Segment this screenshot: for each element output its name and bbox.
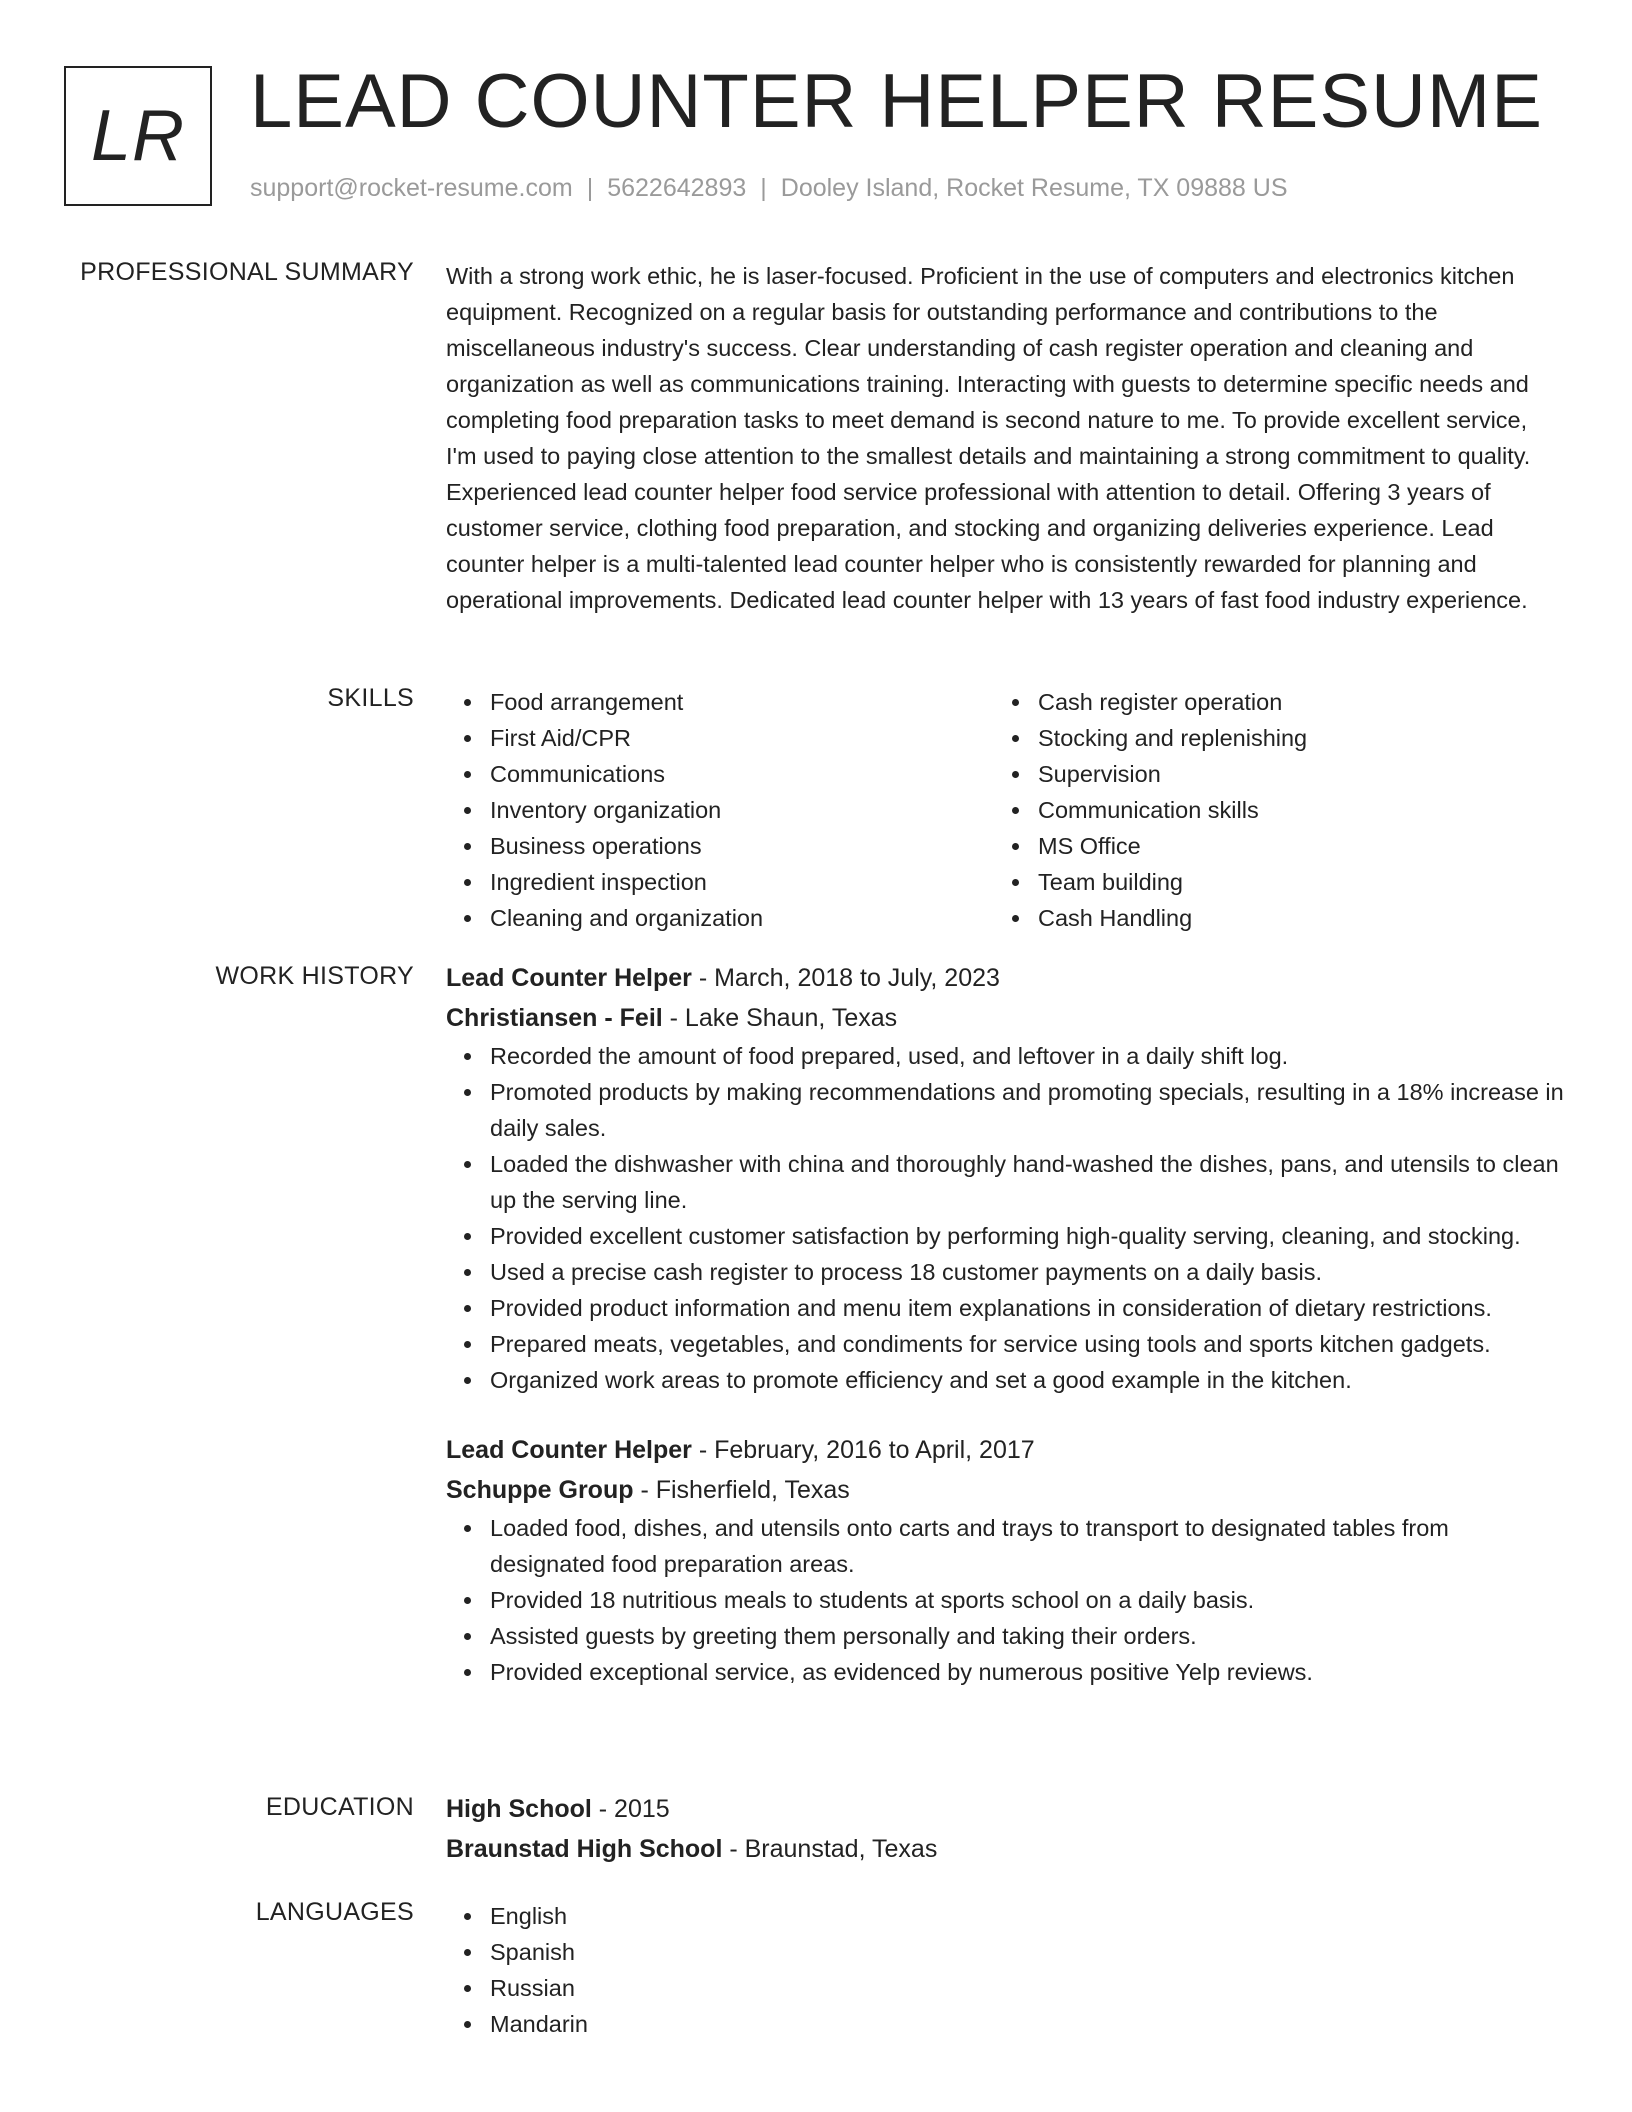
skill-item: First Aid/CPR	[490, 720, 994, 756]
skill-item: Cash register operation	[1038, 684, 1542, 720]
contact-separator: |	[760, 174, 767, 202]
contact-separator: |	[586, 174, 594, 202]
summary-body	[446, 258, 1564, 618]
job-duty: Loaded food, dishes, and utensils onto carts and trays to transport to designated tables from designated food preparation areas.	[490, 1510, 1564, 1582]
skill-item: Stocking and replenishing	[1038, 720, 1542, 756]
job-company-line	[446, 1470, 1564, 1510]
job-duty: Provided product information and menu item explanations in consideration of dietary restrictions.	[490, 1290, 1564, 1326]
skill-item: Cash Handling	[1038, 900, 1542, 936]
job-duty: Used a precise cash register to process 18 customer payments on a daily basis.	[490, 1254, 1564, 1290]
job-entry	[446, 1430, 1564, 1690]
job-duty: Provided 18 nutritious meals to students at sports school on a daily basis.	[490, 1582, 1564, 1618]
job-title-line	[446, 1430, 1564, 1470]
job-title: Lead Counter Helper	[446, 1436, 692, 1464]
languages-body	[446, 1898, 1564, 2042]
job-dates: - February, 2016 to April, 2017	[691, 1436, 1035, 1464]
contact-line	[250, 174, 1288, 203]
job-duty: Provided excellent customer satisfaction by performing high-quality serving, cleaning, and stocking.	[490, 1218, 1564, 1254]
summary-heading: PROFESSIONAL SUMMARY	[80, 258, 414, 286]
job-entry	[446, 958, 1564, 1398]
education-year: - 2015	[591, 1795, 670, 1823]
job-dates: - March, 2018 to July, 2023	[691, 964, 1000, 992]
summary-text: With a strong work ethic, he is laser-focused. Proficient in the use of computers and electronics kitchen equipment. Recognized on a regular basis for outstanding performance and contributions to the miscellaneous industry's success. Clear understanding of cash register operation and cleaning and organization as well as communications training. Interacting with guests to determine specific needs and completing food preparation tasks to meet demand is second nature to me. To provide excellent service, I'm used to paying close attention to the smallest details and maintaining a strong commitment to quality. Experienced lead counter helper food service professional with attention to detail. Offering 3 years of customer service, clothing food preparation, and stocking and organizing deliveries experience. Lead counter helper is a multi-talented lead counter helper who is consistently rewarded for planning and operational improvements. Dedicated lead counter helper with 13 years of fast food industry experience.	[446, 263, 1531, 613]
job-duty: Provided exceptional service, as evidenced by numerous positive Yelp reviews.	[490, 1654, 1564, 1690]
contact-address: Dooley Island, Rocket Resume, TX 09888 US	[780, 174, 1288, 202]
job-title-line	[446, 958, 1564, 998]
education-degree: High School	[446, 1795, 592, 1823]
job-duty: Assisted guests by greeting them personally and taking their orders.	[490, 1618, 1564, 1654]
language-item: Russian	[490, 1970, 1564, 2006]
education-heading: EDUCATION	[265, 1793, 414, 1821]
skill-item: Cleaning and organization	[490, 900, 994, 936]
skills-column-left	[446, 684, 994, 936]
skill-item: Communication skills	[1038, 792, 1542, 828]
job-location: - Lake Shaun, Texas	[662, 1004, 898, 1032]
job-company-line	[446, 998, 1564, 1038]
monogram-logo: LR	[64, 66, 212, 206]
skill-item: Business operations	[490, 828, 994, 864]
languages-heading: LANGUAGES	[255, 1898, 414, 1926]
education-body	[446, 1789, 1564, 1869]
resume-title: LEAD COUNTER HELPER RESUME	[250, 59, 1543, 144]
education-degree-line	[446, 1789, 1564, 1829]
contact-phone: 5622642893	[607, 174, 747, 202]
languages-list	[446, 1898, 1564, 2042]
job-duty: Prepared meats, vegetables, and condiments for service using tools and sports kitchen gadgets.	[490, 1326, 1564, 1362]
skills-body	[446, 684, 1564, 936]
job-duty: Promoted products by making recommendations and promoting specials, resulting in a 18% increase in daily sales.	[490, 1074, 1564, 1146]
skill-item: Supervision	[1038, 756, 1542, 792]
skills-heading: SKILLS	[327, 684, 414, 712]
skill-item: Food arrangement	[490, 684, 994, 720]
skill-item: Team building	[1038, 864, 1542, 900]
skill-item: Inventory organization	[490, 792, 994, 828]
job-company: Schuppe Group	[446, 1476, 634, 1504]
language-item: Spanish	[490, 1934, 1564, 1970]
job-duty: Organized work areas to promote efficiency and set a good example in the kitchen.	[490, 1362, 1564, 1398]
education-school-line	[446, 1829, 1564, 1869]
work-history-heading: WORK HISTORY	[215, 962, 414, 990]
skill-item: Ingredient inspection	[490, 864, 994, 900]
language-item: Mandarin	[490, 2006, 1564, 2042]
job-location: - Fisherfield, Texas	[633, 1476, 850, 1504]
job-duties	[446, 1038, 1564, 1398]
language-item: English	[490, 1898, 1564, 1934]
education-school: Braunstad High School	[446, 1835, 723, 1863]
skill-item: Communications	[490, 756, 994, 792]
job-duty: Loaded the dishwasher with china and thoroughly hand-washed the dishes, pans, and utensils to clean up the serving line.	[490, 1146, 1564, 1218]
skill-item: MS Office	[1038, 828, 1542, 864]
education-location: - Braunstad, Texas	[722, 1835, 938, 1863]
contact-email: support@rocket-resume.com	[250, 174, 573, 202]
job-duties	[446, 1510, 1564, 1690]
job-title: Lead Counter Helper	[446, 964, 692, 992]
skills-column-right	[994, 684, 1542, 936]
job-company: Christiansen - Feil	[446, 1004, 663, 1032]
job-duty: Recorded the amount of food prepared, used, and leftover in a daily shift log.	[490, 1038, 1564, 1074]
work-history-body	[446, 958, 1564, 1690]
